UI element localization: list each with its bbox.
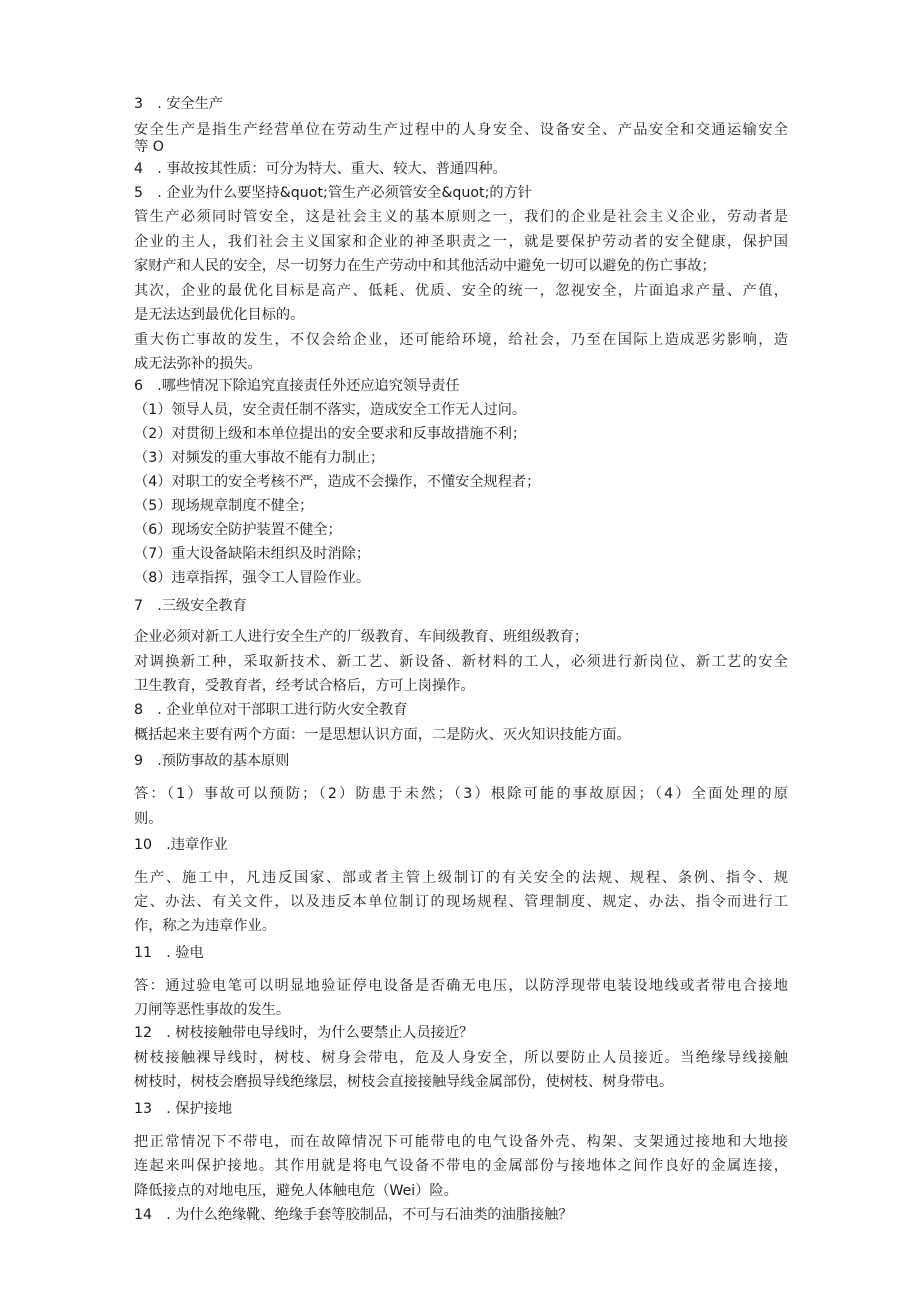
paragraph-line: 把正常情况下不带电，而在故障情况下可能带电的电气设备外壳、构架、支架通过接地和大地接 <box>134 1134 788 1150</box>
heading-13: 13 . 保护接地 <box>134 1101 233 1117</box>
list-item: （7）重大设备缺陷未组织及时消除； <box>134 546 371 562</box>
heading-6: 6 .哪些情况下除追究直接责任外还应追究领导责任 <box>134 378 460 394</box>
paragraph-line: 刀闸等恶性事故的发生。 <box>134 1002 291 1018</box>
paragraph-line: 树枝时，树枝会磨损导线绝缘层，树枝会直接接触导线金属部份，使树枝、树身带电。 <box>134 1074 674 1090</box>
list-item: （1）领导人员，安全责任制不落实，造成安全工作无人过问。 <box>134 402 527 418</box>
heading-12: 12 . 树枝接触带电导线时，为什么要禁止人员接近？ <box>134 1025 474 1041</box>
paragraph-line: 是无法达到最优化目标的。 <box>134 307 305 323</box>
heading-8: 8 . 企业单位对干部职工进行防火安全教育 <box>134 702 408 718</box>
heading-10: 10 .违章作业 <box>134 837 228 853</box>
paragraph-line: 卫生教育，受教育者，经考试合格后，方可上岗操作。 <box>134 678 475 694</box>
list-item: （4）对职工的安全考核不严，造成不会操作，不懂安全规程者； <box>134 474 541 490</box>
paragraph-line: 生产、施工中，凡违反国家、部或者主管上级制订的有关安全的法规、规程、条例、指令、规 <box>134 870 788 886</box>
heading-5: 5 . 企业为什么要坚持&quot;管生产必须管安全&quot;的方针 <box>134 185 532 201</box>
heading-14: 14 . 为什么绝缘靴、绝缘手套等胶制品，不可与石油类的油脂接触？ <box>134 1207 573 1223</box>
paragraph-line: 等 O <box>134 139 164 155</box>
heading-3: 3 . 安全生产 <box>134 96 223 112</box>
list-item: （3）对频发的重大事故不能有力制止； <box>134 450 385 466</box>
list-item: （5）现场规章制度不健全； <box>134 498 314 514</box>
heading-4: 4 . 事故按其性质：可分为特大、重大、较大、普通四种。 <box>134 161 507 177</box>
paragraph-line: 答：通过验电笔可以明显地验证停电设备是否确无电压，以防浮现带电装设地线或者带电合接地 <box>134 978 788 994</box>
paragraph-line: 安全生产是指生产经营单位在劳动生产过程中的人身安全、设备安全、产品安全和交通运输安全 <box>134 122 788 138</box>
paragraph-line: 连起来叫保护接地。其作用就是将电气设备不带电的金属部份与接地体之间作良好的金属连接， <box>134 1158 788 1174</box>
paragraph-line: 作，称之为违章作业。 <box>134 918 276 934</box>
paragraph-line: 则。 <box>134 811 163 827</box>
paragraph-line: 企业必须对新工人进行安全生产的厂级教育、车间级教育、班组级教育； <box>134 629 589 645</box>
paragraph-line: 管生产必须同时管安全，这是社会主义的基本原则之一，我们的企业是社会主义企业，劳动者是 <box>134 209 788 225</box>
paragraph-line: 答：（1）事故可以预防；（2）防患于未然；（3）根除可能的事故原因；（4）全面处理的原 <box>134 786 788 802</box>
paragraph-line: 其次，企业的最优化目标是高产、低耗、优质、安全的统一，忽视安全，片面追求产量、产值， <box>134 283 788 299</box>
paragraph-line: 家财产和人民的安全，尽一切努力在生产劳动中和其他活动中避免一切可以避免的伤亡事故； <box>134 258 716 274</box>
heading-7: 7 .三级安全教育 <box>134 598 247 614</box>
paragraph-line: 成无法弥补的损失。 <box>134 356 262 372</box>
paragraph-line: 企业的主人，我们社会主义国家和企业的神圣职责之一，就是要保护劳动者的安全健康，保护国 <box>134 234 788 250</box>
paragraph-line: 重大伤亡事故的发生，不仅会给企业，还可能给环境，给社会，乃至在国际上造成恶劣影响，造 <box>134 332 788 348</box>
heading-9: 9 .预防事故的基本原则 <box>134 753 290 769</box>
paragraph-line: 概括起来主要有两个方面：一是思想认识方面，二是防火、灭火知识技能方面。 <box>134 727 631 743</box>
paragraph-line: 降低接点的对地电压，避免人体触电危（Wei）险。 <box>134 1183 458 1199</box>
list-item: （8）违章指挥，强令工人冒险作业。 <box>134 570 371 586</box>
list-item: （2）对贯彻上级和本单位提出的安全要求和反事故措施不利； <box>134 426 527 442</box>
paragraph-line: 树枝接触裸导线时，树枝、树身会带电，危及人身安全，所以要防止人员接近。当绝缘导线接触 <box>134 1050 788 1066</box>
list-item: （6）现场安全防护装置不健全； <box>134 522 342 538</box>
heading-11: 11 . 验电 <box>134 945 204 961</box>
paragraph-line: 对调换新工种，采取新技术、新工艺、新设备、新材料的工人，必须进行新岗位、新工艺的安全 <box>134 654 788 670</box>
paragraph-line: 定、办法、有关文件，以及违反本单位制订的现场规程、管理制度、规定、办法、指令而进行工 <box>134 894 788 910</box>
